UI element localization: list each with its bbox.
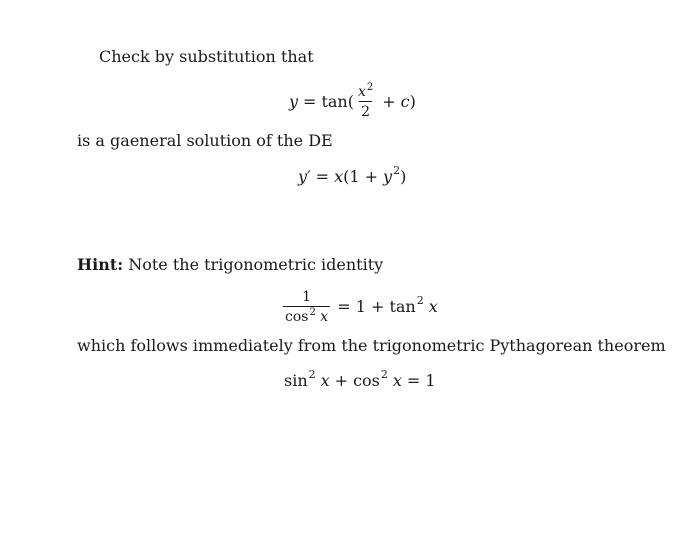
eq4-sin-var: x [320, 371, 330, 390]
eq4-cos-var: x [392, 371, 402, 390]
eq1-close: ) [409, 92, 416, 111]
eq4-cos-exp: 2 [380, 367, 388, 381]
eq1-fraction [356, 82, 375, 120]
solution-text: is a gaeneral solution of the DE [77, 131, 333, 150]
eq2-close: ) [400, 167, 407, 186]
eq3-den-fn: cos [285, 309, 309, 325]
hint-line [77, 257, 383, 273]
equation-pythagorean [284, 367, 436, 392]
hint-text: Note the trigonometric identity [128, 255, 384, 274]
eq4-rhs: = 1 [406, 371, 436, 390]
equation-general-solution [289, 82, 416, 122]
eq2-exp: 2 [393, 163, 401, 177]
eq2-open: (1 + [343, 167, 379, 186]
eq3-den-var: x [320, 309, 329, 325]
eq1-const: c [400, 92, 410, 111]
eq1-num-exp: 2 [366, 82, 374, 93]
eq3-den-exp: 2 [309, 307, 316, 318]
eq1-tan: tan( [321, 92, 354, 111]
pythagorean-text: which follows immediately from the trigonometric Pythagorean theorem [77, 336, 666, 355]
eq2-lhs: y′ [298, 167, 311, 186]
eq2-y: y [383, 167, 393, 186]
eq1-lhs: y [289, 92, 299, 111]
eq3-num: 1 [302, 289, 312, 305]
eq4-plus: + [334, 371, 349, 390]
eq4-sin: sin [284, 371, 308, 390]
eq1-plus: + [382, 92, 396, 111]
eq1-num-var: x [357, 84, 366, 100]
eq4-sin-exp: 2 [308, 367, 316, 381]
eq1-equals: = [303, 92, 317, 111]
hint-label: Hint: [77, 255, 124, 274]
eq2-x: x [334, 167, 344, 186]
eq4-cos: cos [353, 371, 380, 390]
eq3-rhs-var: x [428, 297, 438, 316]
eq3-rhs-exp: 2 [416, 293, 424, 307]
equation-identity [281, 287, 438, 327]
eq1-den: 2 [359, 101, 372, 119]
equation-de [298, 163, 407, 188]
eq3-rhs: = 1 + tan [337, 297, 416, 316]
intro-text: Check by substitution that [99, 47, 314, 66]
eq3-fraction [283, 290, 330, 324]
eq2-equals: = [315, 167, 330, 186]
